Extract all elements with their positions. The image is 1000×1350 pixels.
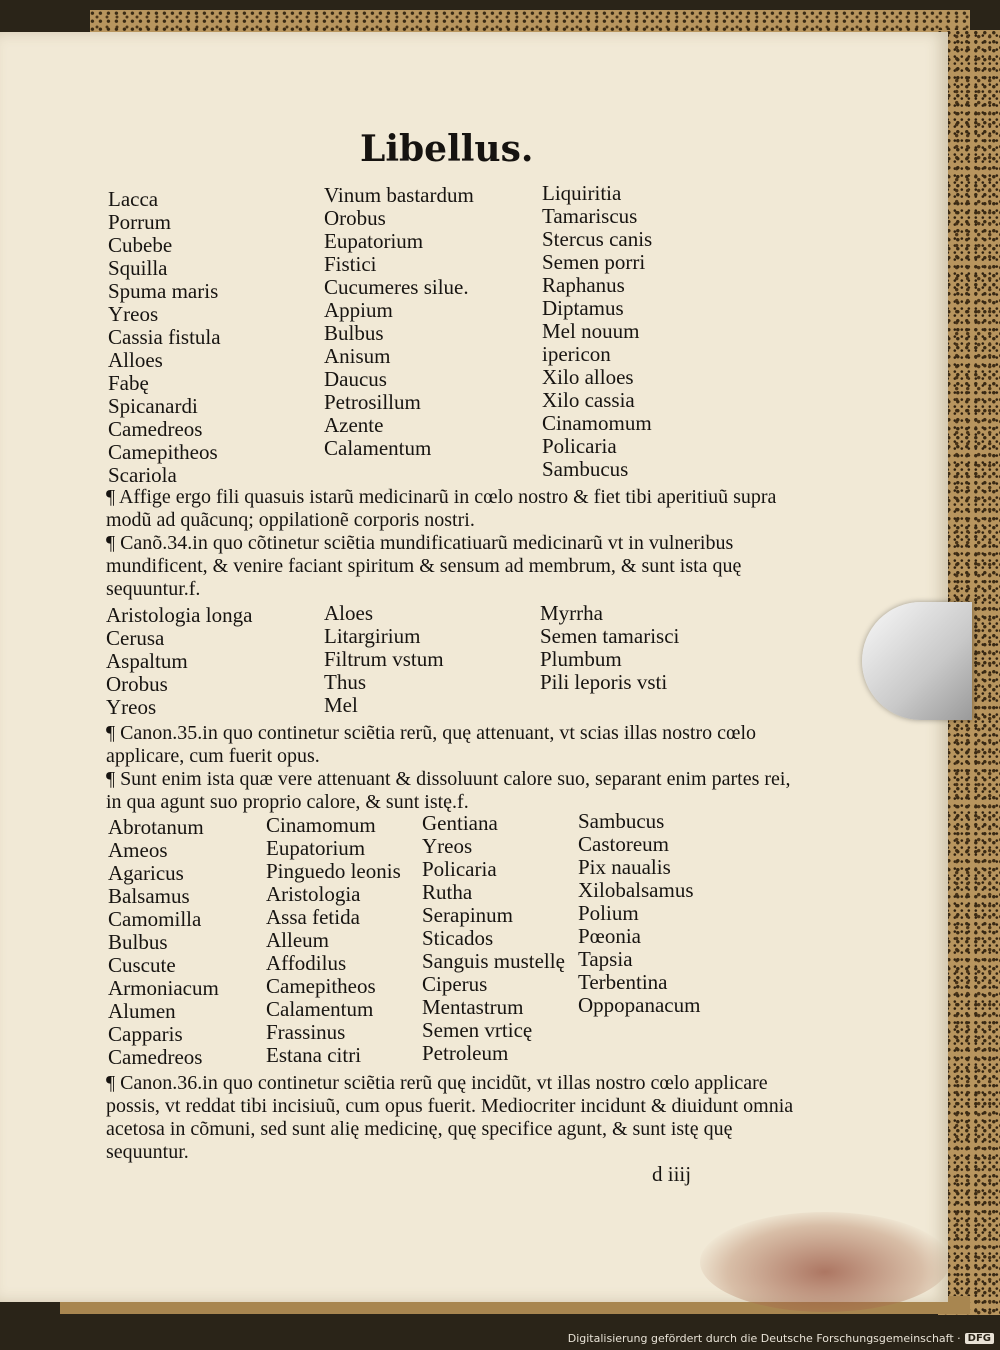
list-item: Gentiana xyxy=(422,811,498,835)
list-item: Petroleum xyxy=(422,1041,509,1065)
list3-col2 xyxy=(266,814,401,1067)
list-item: Spicanardi xyxy=(108,394,198,418)
list-item: Cubebe xyxy=(108,233,173,257)
list-item: Cassia fistula xyxy=(108,325,221,349)
list-item: Camepitheos xyxy=(108,440,218,464)
list-item: Estana citri xyxy=(266,1043,362,1067)
list-item: Orobus xyxy=(106,672,168,696)
list2-col1 xyxy=(106,604,252,719)
list-item: Sambucus xyxy=(578,809,665,833)
list-item: Sanguis mustellę xyxy=(422,949,565,973)
list-item: Oppopanacum xyxy=(578,993,701,1017)
list3-col3 xyxy=(422,812,565,1065)
list-item: Balsamus xyxy=(108,884,190,908)
list-item: Camepitheos xyxy=(266,974,376,998)
list-item: Frassinus xyxy=(266,1020,346,1044)
list-item: Pinguedo leonis xyxy=(266,859,401,883)
list-item: Semen tamarisci xyxy=(540,624,680,648)
list-item: Pili leporis vsti xyxy=(540,670,668,694)
list-item: Aristologia longa xyxy=(106,603,253,627)
list-item: Mel nouum xyxy=(542,319,640,343)
list-item: Polium xyxy=(578,901,639,925)
list-item: Petrosillum xyxy=(324,390,421,414)
list-item: Calamentum xyxy=(324,436,432,460)
list-item: Policaria xyxy=(542,434,617,458)
list-item: Armoniacum xyxy=(108,976,219,1000)
list-item: Cerusa xyxy=(106,626,165,650)
list-item: Alumen xyxy=(108,999,176,1023)
list-item: Camedreos xyxy=(108,1045,203,1069)
list-item: Spuma maris xyxy=(108,279,219,303)
list-item: Capparis xyxy=(108,1022,183,1046)
list-item: Pix naualis xyxy=(578,855,671,879)
list-item: Affodilus xyxy=(266,951,347,975)
list-item: Xilobalsamus xyxy=(578,878,694,902)
list-item: Yreos xyxy=(108,302,159,326)
list-item: Bulbus xyxy=(108,930,168,954)
list-item: Filtrum vstum xyxy=(324,647,444,671)
list3-col4 xyxy=(578,810,700,1017)
list-item: Yreos xyxy=(422,834,473,858)
list-item: Azente xyxy=(324,413,384,437)
list-item: Thus xyxy=(324,670,366,694)
list-item: Lacca xyxy=(108,187,159,211)
list-item: Policaria xyxy=(422,857,497,881)
list-item: Eupatorium xyxy=(324,229,424,253)
list1-col3 xyxy=(542,182,652,481)
list1-col2 xyxy=(324,184,474,460)
footer-text: Digitalisierung gefördert durch die Deutsche Forschungsgemeinschaft · xyxy=(567,1332,961,1345)
list-item: Plumbum xyxy=(540,647,622,671)
list-item: Rutha xyxy=(422,880,473,904)
list-item: Ameos xyxy=(108,838,168,862)
list-item: Cuscute xyxy=(108,953,176,977)
list-item: Tapsia xyxy=(578,947,633,971)
list-item: Scariola xyxy=(108,463,177,487)
list-item: Cucumeres silue. xyxy=(324,275,469,299)
list-item: Camomilla xyxy=(108,907,202,931)
list-item: Anisum xyxy=(324,344,391,368)
list-item: Cinamomum xyxy=(542,411,652,435)
list-item: Tamariscus xyxy=(542,204,638,228)
list-item: Agaricus xyxy=(108,861,184,885)
list-item: Pœonia xyxy=(578,924,641,948)
list-item: Daucus xyxy=(324,367,387,391)
list-item: Squilla xyxy=(108,256,168,280)
paragraph-canon-34: ¶ Canõ.34.in quo cõtinetur sciẽtia mundificatiuarũ medicinarũ vt in vulneribus mundificent, & venire faciant spiritum & sensum ad membrum, & sunt ista quę sequuntur.f. xyxy=(106,532,742,600)
list-item: Castoreum xyxy=(578,832,669,856)
list-item: Semen vrticę xyxy=(422,1018,533,1042)
list-item: Raphanus xyxy=(542,273,625,297)
running-header: Libellus. xyxy=(360,128,534,170)
footer-credit xyxy=(568,1332,994,1345)
list-item: Fabę xyxy=(108,371,149,395)
list2-col2 xyxy=(324,602,444,717)
list-item: Xilo cassia xyxy=(542,388,635,412)
list-item: Sticados xyxy=(422,926,494,950)
list-item: Aloes xyxy=(324,601,373,625)
list-item: Sambucus xyxy=(542,457,629,481)
list-item: Stercus canis xyxy=(542,227,653,251)
list-item: Camedreos xyxy=(108,417,203,441)
page-clip xyxy=(862,602,972,720)
paragraph-sunt-enim: ¶ Sunt enim ista quæ vere attenuant & dissoluunt calore suo, separant enim partes rei, in qua agunt suo proprio calore, & sunt istę.f. xyxy=(106,768,791,813)
list-item: Alleum xyxy=(266,928,329,952)
list-item: Aristologia xyxy=(266,882,361,906)
list-item: Liquiritia xyxy=(542,181,622,205)
signature-mark: d iiij xyxy=(652,1162,692,1186)
paragraph-canon-36: ¶ Canon.36.in quo continetur sciẽtia rerũ quę incidũt, vt illas nostro cœlo applicare possis, vt reddat tibi incisiuũ, cum opus fuerit. Mediocriter incidunt & diuidunt omnia acetosa in cõmuni, sed sunt alię medicinę, quę specifice agunt, & sunt istę quę sequuntur. xyxy=(106,1072,794,1163)
list-item: Vinum bastardum xyxy=(324,183,474,207)
list-item: Abrotanum xyxy=(108,815,204,839)
list-item: Terbentina xyxy=(578,970,668,994)
list-item: ipericon xyxy=(542,342,611,366)
list-item: Cinamomum xyxy=(266,813,376,837)
list-item: Bulbus xyxy=(324,321,384,345)
list-item: Eupatorium xyxy=(266,836,366,860)
list-item: Xilo alloes xyxy=(542,365,634,389)
list-item: Calamentum xyxy=(266,997,374,1021)
list-item: Ciperus xyxy=(422,972,488,996)
dfg-logo: DFG xyxy=(965,1333,994,1344)
list3-col1 xyxy=(108,816,219,1069)
paragraph-affige: ¶ Affige ergo fili quasuis istarũ medicinarũ in cœlo nostro & fiet tibi aperitiuũ supra modũ ad quãcunq; oppilationẽ corporis nostri. xyxy=(106,486,777,531)
list-item: Myrrha xyxy=(540,601,603,625)
list-item: Litargirium xyxy=(324,624,421,648)
list-item: Mel xyxy=(324,693,358,717)
list-item: Appium xyxy=(324,298,393,322)
list-item: Porrum xyxy=(108,210,171,234)
list-item: Aspaltum xyxy=(106,649,188,673)
list-item: Serapinum xyxy=(422,903,513,927)
list-item: Assa fetida xyxy=(266,905,360,929)
list-item: Yreos xyxy=(106,695,157,719)
list-item: Fistici xyxy=(324,252,377,276)
list-item: Orobus xyxy=(324,206,386,230)
list-item: Mentastrum xyxy=(422,995,524,1019)
list2-col3 xyxy=(540,602,679,694)
list-item: Alloes xyxy=(108,348,163,372)
list-item: Diptamus xyxy=(542,296,624,320)
paragraph-canon-35: ¶ Canon.35.in quo continetur sciẽtia rerũ, quę attenuant, vt scias illas nostro cœlo applicare, cum fuerit opus. xyxy=(106,722,757,767)
list-item: Semen porri xyxy=(542,250,646,274)
page-stain xyxy=(700,1212,950,1312)
list1-col1 xyxy=(108,188,221,487)
